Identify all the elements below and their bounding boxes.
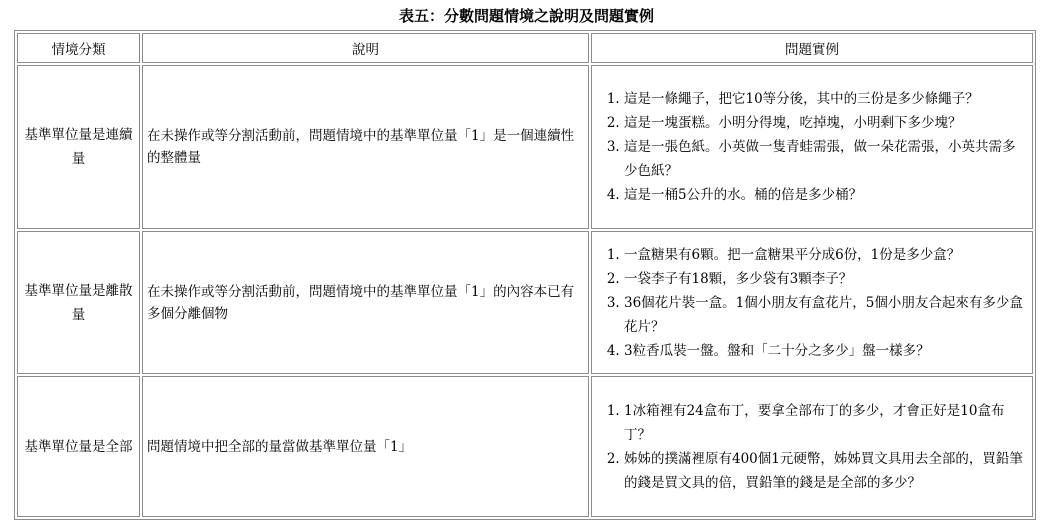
example-item: 4. 3粒香瓜裝一盤。盤和「二十分之多少」盤一樣多？ — [624, 339, 1028, 363]
example-item: 1. 1冰箱裡有24盒布丁，要拿全部布丁的多少，才會正好是10盒布丁？ — [624, 399, 1028, 447]
header-category: 情境分類 — [17, 33, 140, 63]
example-item: 1. 這是一條繩子，把它10等分後，其中的三份是多少條繩子？ — [624, 87, 1028, 111]
category-cell: 基準單位量是全部 — [17, 376, 140, 517]
category-cell: 基準單位量是離散量 — [17, 231, 140, 375]
header-row — [17, 33, 1033, 63]
table-caption: 表五：分數問題情境之說明及問題實例 — [398, 7, 654, 25]
examples-cell — [591, 65, 1033, 229]
description-cell: 在未操作或等分割活動前，問題情境中的基準單位量「1」的內容本已有多個分離個物 — [142, 231, 589, 375]
table-row — [17, 65, 1033, 229]
description-cell: 問題情境中把全部的量當做基準單位量「1」 — [142, 376, 589, 517]
example-item: 2. 一袋李子有18顆，多少袋有3顆李子？ — [624, 267, 1028, 291]
header-description: 說明 — [142, 33, 589, 63]
examples-cell — [591, 231, 1033, 375]
example-item: 4. 這是一桶5公升的水。桶的倍是多少桶？ — [624, 183, 1028, 207]
category-cell: 基準單位量是連續量 — [17, 65, 140, 229]
table-row — [17, 376, 1033, 517]
example-list — [596, 243, 1028, 363]
example-item: 2. 姊姊的撲滿裡原有400個1元硬幣，姊姊買文具用去全部的，買鉛筆的錢是買文具的倍，買鉛筆的錢是是全部的多少？ — [624, 447, 1028, 495]
example-item: 2. 這是一塊蛋糕。小明分得塊，吃掉塊，小明剩下多少塊？ — [624, 111, 1028, 135]
fraction-problem-table — [14, 30, 1036, 520]
example-list — [596, 87, 1028, 207]
examples-cell — [591, 376, 1033, 517]
example-list — [596, 399, 1028, 495]
example-item: 3. 36個花片裝一盒。1個小朋友有盒花片，5個小朋友合起來有多少盒花片？ — [624, 291, 1028, 339]
header-examples: 問題實例 — [591, 33, 1033, 63]
table-row — [17, 231, 1033, 375]
example-item: 1. 一盒糖果有6顆。把一盒糖果平分成6份，1份是多少盒？ — [624, 243, 1028, 267]
example-item: 3. 這是一張色紙。小英做一隻青蛙需張，做一朵花需張，小英共需多少色紙？ — [624, 135, 1028, 183]
description-cell: 在未操作或等分割活動前，問題情境中的基準單位量「1」是一個連續性的整體量 — [142, 65, 589, 229]
